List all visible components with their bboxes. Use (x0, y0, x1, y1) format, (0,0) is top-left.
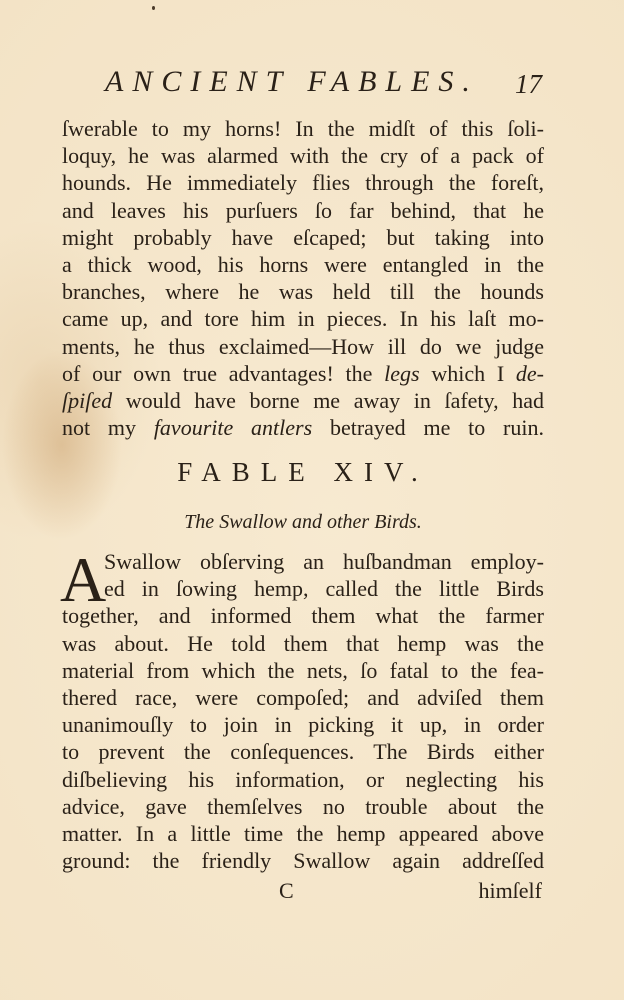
text-line: advice, gave themſelves no trouble about the (62, 793, 544, 819)
text-line: thered race, were compoſed; and adviſed them (62, 684, 544, 710)
text-line (62, 360, 544, 387)
catchword: himſelf (478, 878, 542, 903)
text-line: together, and informed them what the farmer (62, 603, 544, 629)
text-line (62, 387, 544, 414)
top-paragraph (62, 115, 544, 441)
text-line (62, 224, 544, 251)
text-run: and leaves his purſuers ſo far behind, that he (62, 197, 544, 223)
italic-text-run: ſpiſed (62, 387, 113, 413)
italic-text-run: favourite antlers (153, 415, 313, 441)
text-run: came up, and tore him in pieces. In his laſt mo- (62, 306, 544, 332)
fable-title: FABLE XIV. (177, 457, 429, 487)
text-line (62, 197, 544, 224)
text-line: material from which the nets, ſo fatal to the fea- (62, 657, 544, 683)
running-title: ANCIENT FABLES. (105, 65, 479, 98)
text-line (62, 251, 544, 278)
text-line (62, 333, 544, 360)
text-line: diſbelieving his information, or neglecting his (62, 766, 544, 792)
text-line (62, 169, 544, 196)
fable-subtitle: The Swallow and other Birds. (184, 511, 422, 533)
text-run: loquy, he was alarmed with the cry of a pack of (62, 143, 544, 169)
text-line: ground: the friendly Swallow again addreſſed (62, 848, 544, 874)
text-line (62, 142, 544, 169)
page-header (105, 62, 545, 102)
text-line (62, 278, 544, 305)
text-run: not my (62, 415, 154, 441)
text-line: to prevent the conſequences. The Birds either (62, 739, 544, 765)
text-line: unanimouſly to join in picking it up, in order (62, 712, 544, 738)
text-run: hounds. He immediately flies through the foreſt, (62, 170, 544, 196)
text-line: was about. He told them that hemp was the (62, 630, 544, 656)
text-run: branches, where he was held till the hounds (62, 279, 544, 305)
text-run: which I (419, 360, 516, 386)
text-line: matter. In a little time the hemp appeared above (62, 820, 544, 846)
drop-cap: A (60, 544, 107, 615)
text-run: ments, he thus exclaimed—How ill do we judge (62, 333, 544, 359)
italic-text-run: legs (384, 360, 420, 386)
fable-paragraph (60, 544, 544, 874)
text-line: Swallow obſerving an huſbandman employ- (104, 549, 544, 574)
italic-text-run: de- (515, 360, 545, 386)
page-footer (62, 876, 544, 906)
text-line (62, 305, 544, 332)
text-line (62, 414, 544, 441)
signature-mark: C (279, 878, 294, 903)
text-run: of our own true advantages! the (62, 360, 385, 386)
ink-speck (152, 6, 155, 10)
text-run: betrayed me to ruin. (312, 415, 544, 441)
text-run: a thick wood, his horns were entangled in the (62, 251, 544, 277)
text-run: ſwerable to my horns! In the midſt of this ſoli- (62, 116, 544, 141)
text-run: might probably have eſcaped; but taking into (62, 224, 544, 250)
page-number: 17 (515, 69, 542, 99)
text-line: ed in ſowing hemp, called the little Birds (104, 576, 544, 602)
text-run: would have borne me away in ſafety, had (112, 387, 544, 413)
text-line (62, 115, 544, 142)
